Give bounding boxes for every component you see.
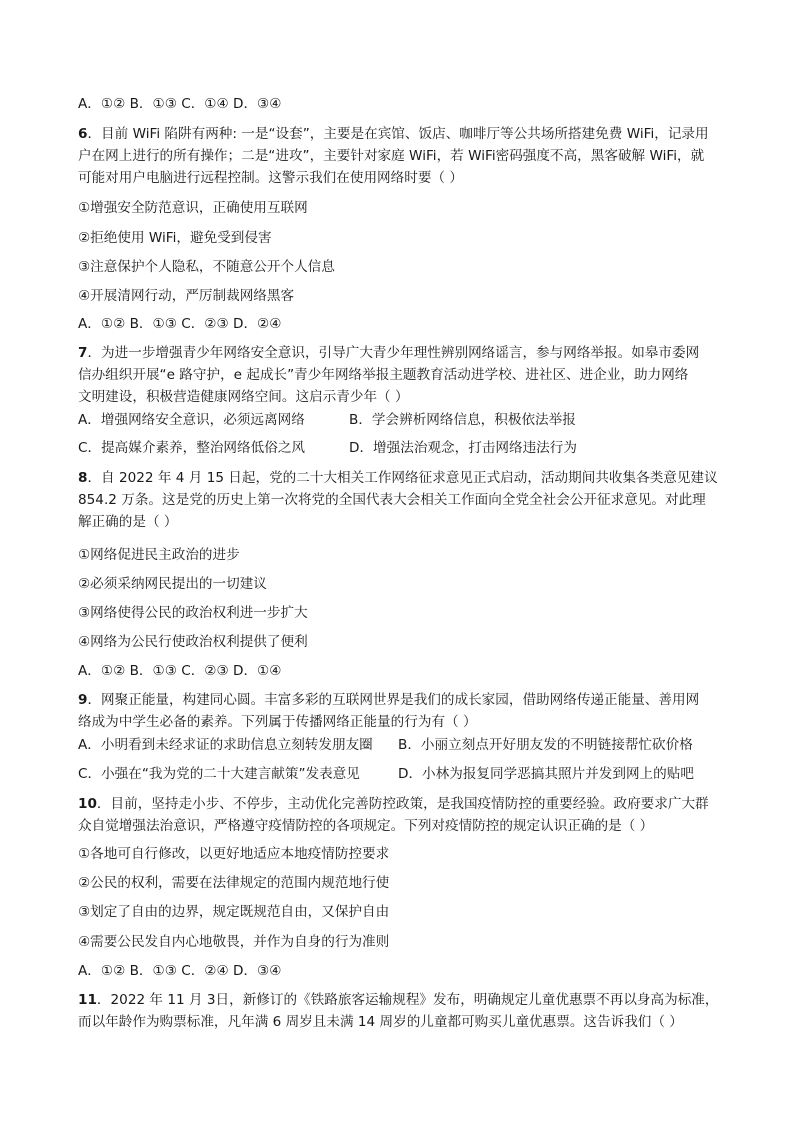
line-text: ①增强安全防范意识，正确使用互联网: [78, 200, 308, 216]
line-text: ．2022 年 11 月 3日，新修订的《铁路旅客运输规程》发布，明确规定儿童优惠票不再以身高为标准，: [96, 992, 719, 1008]
text-line: [78, 168, 463, 188]
line-text: ②拒绝使用 WiFi，避免受到侵害: [78, 230, 272, 246]
text-line: [78, 146, 704, 166]
line-text: A．①② B．①③ C．①④ D．③④: [78, 96, 282, 112]
q8-line-1: [78, 468, 718, 488]
line-text: ．网聚正能量，构建同心圆。丰富多彩的互联网世界是我们的成长家园，借助网络传递正能量、善用网: [87, 692, 700, 708]
q10-number: 10: [78, 796, 97, 812]
line-text: ．目前 WiFi 陷阱有两种: 一是“设套”，主要是在宾馆、饭店、咖啡厅等公共场所搭建免费 WiFi，记录用: [87, 126, 709, 142]
line-text: 户在网上进行的所有操作；二是“进攻”，主要针对家庭 WiFi，若 WiFi密码强度不高，黑客破解 WiFi，就: [78, 148, 705, 164]
line-text: ③网络使得公民的政治权利进一步扩大: [78, 605, 308, 621]
line-text: ③划定了自由的边界，规定既规范自由，又保护自由: [78, 904, 390, 920]
text-line: [78, 198, 308, 218]
question-number: 7: [78, 345, 88, 361]
q8-text-1: ．自 2022 年 4 月 15 日起，党的二十大相关工作网络征求意见正式启动，活动期间共收集各类意见建议: [87, 470, 718, 486]
line-text: 文明建设，积极营造健康网络空间。这启示青少年（ ）: [78, 389, 409, 405]
q7-option-b: B．学会辨析网络信息，积极依法举报: [349, 412, 576, 428]
text-line: [78, 961, 281, 981]
q10-line-2: 众自觉增强法治意识，严格遵守疫情防控的各项规定。下列对疫情防控的规定认识正确的是（ ）: [78, 818, 654, 834]
q9-option-c: C．小强在“我为党的二十大建言献策”发表意见: [78, 766, 360, 782]
question-number: 6: [78, 126, 88, 142]
text-line: [78, 228, 272, 248]
line-text: 络成为中学生必备的素养。下列属于传播网络正能量的行为有（ ）: [78, 714, 477, 730]
q8-line-3: 解正确的是（ ）: [78, 514, 178, 530]
text-line: [78, 343, 699, 363]
text-line: [78, 690, 699, 710]
q10-text-1: ．目前，坚持走小步、不停步，主动优化完善防控政策，是我国疫情防控的重要经验。政府要求广大群: [96, 796, 709, 812]
line-text: ④开展清网行动，严厉制裁网络黑客: [78, 288, 295, 304]
line-text: A．①② B．①③ C．②③ D．①④: [78, 663, 282, 679]
q10-line-1: [78, 794, 709, 814]
line-text: ②必须采纳网民提出的一切建议: [78, 576, 267, 592]
text-line: [78, 545, 240, 565]
text-line: [78, 1012, 683, 1032]
text-line: [78, 902, 389, 922]
text-line: [78, 365, 688, 385]
text-line: [78, 844, 389, 864]
line-text: 可能对用户电脑进行远程控制。这警示我们在使用网络时要（ ）: [78, 170, 463, 186]
line-text: A．①② B．①③ C．②④ D．③④: [78, 963, 282, 979]
line-text: ④需要公民发自内心地敬畏，并作为自身的行为准则: [78, 934, 390, 950]
line-text: 而以年龄作为购票标准，凡年满 6 周岁且未满 14 周岁的儿童都可购买儿童优惠票。这告诉我们（ ）: [78, 1014, 683, 1030]
text-line: [78, 603, 308, 623]
text-line: [78, 387, 409, 407]
line-text: ①各地可自行修改，以更好地适应本地疫情防控要求: [78, 846, 390, 862]
text-line: [78, 990, 719, 1010]
text-line: [78, 632, 308, 652]
line-text: ①网络促进民主政治的进步: [78, 547, 240, 563]
q7-option-d: D．增强法治观念，打击网络违法行为: [349, 440, 577, 456]
q8-line-2: 854.2 万条。这是党的历史上第一次将党的全国代表大会相关工作面向全党全社会公开征求意见。对此理: [78, 492, 706, 508]
text-line: [78, 712, 477, 732]
question-number: 11: [78, 992, 97, 1008]
line-text: ④网络为公民行使政治权利提供了便利: [78, 634, 308, 650]
q7-option-a: A．增强网络安全意识，必须远离网络: [78, 412, 305, 428]
text-line: [78, 661, 281, 681]
line-text: ②公民的权利，需要在法律规定的范围内规范地行使: [78, 875, 390, 891]
text-line: [78, 257, 335, 277]
q9-option-d: D．小林为报复同学恶搞其照片并发到网上的贴吧: [398, 766, 694, 782]
text-line: [78, 286, 294, 306]
q7-option-c: C．提高媒介素养，整治网络低俗之风: [78, 440, 305, 456]
text-line: [78, 94, 281, 114]
q9-option-a: A．小明看到未经求证的求助信息立刻转发朋友圈: [78, 737, 373, 753]
text-line: [78, 314, 281, 334]
question-number: 9: [78, 692, 88, 708]
text-line: [78, 574, 267, 594]
text-line: [78, 873, 389, 893]
line-text: ③注意保护个人隐私，不随意公开个人信息: [78, 259, 335, 275]
text-line: [78, 932, 389, 952]
text-line: [78, 124, 709, 144]
q8-number: 8: [78, 470, 88, 486]
line-text: A．①② B．①③ C．②③ D．②④: [78, 316, 282, 332]
line-text: 信办组织开展“e 路守护，e 起成长”青少年网络举报主题教育活动进学校、进社区、进企业，助力网络: [78, 367, 689, 383]
line-text: ．为进一步增强青少年网络安全意识，引导广大青少年理性辨别网络谣言，参与网络举报。如皋市委网: [87, 345, 700, 361]
q9-option-b: B．小丽立刻点开好朋友发的不明链接帮忙砍价格: [398, 737, 693, 753]
